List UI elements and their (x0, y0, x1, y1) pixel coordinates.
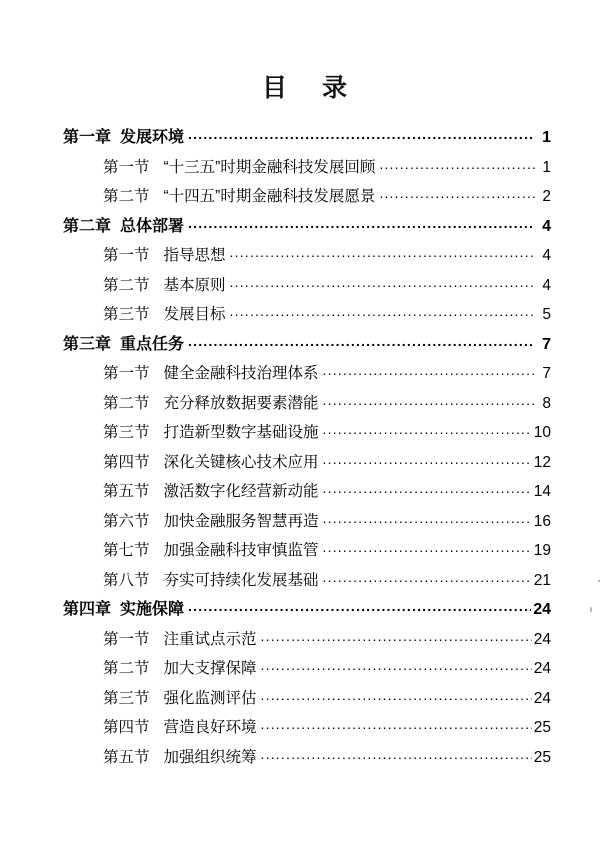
toc-entry-label: 第四章 (63, 601, 112, 618)
toc-entry-title: 营造良好环境 (163, 719, 257, 736)
toc-entry-title: 充分释放数据要素潜能 (163, 394, 319, 412)
toc-entry-title: “十四五”时期金融科技发展愿景 (163, 188, 376, 205)
toc-entry-label: 第三章 (63, 335, 112, 353)
toc-entry-title: 重点任务 (120, 335, 185, 353)
toc-leader-dots (323, 422, 532, 436)
toc-entry-label: 第一章 (63, 129, 112, 146)
toc-entry-label: 第五节 (103, 748, 150, 766)
toc-entry-page-number: 5 (542, 306, 551, 323)
paper-speck (598, 580, 600, 582)
toc-entry-label: 第一节 (103, 247, 150, 264)
toc-entry[interactable] (58, 366, 551, 396)
toc-entry-title: 夯实可持续化发展基础 (163, 571, 319, 589)
toc-entry-label: 第四节 (103, 719, 150, 736)
toc-entry-title: 指导思想 (163, 247, 226, 264)
paper-speck (590, 607, 592, 612)
toc-entry-title: 健全金融科技治理体系 (163, 365, 319, 382)
toc-entry[interactable] (58, 160, 551, 190)
toc-entry-label: 第一节 (103, 365, 150, 382)
toc-entry[interactable] (58, 543, 551, 573)
toc-entry-label: 第七节 (103, 542, 150, 559)
toc-entry-title: 激活数字化经营新动能 (163, 483, 319, 500)
toc-leader-dots (261, 717, 532, 731)
toc-entry[interactable] (58, 425, 551, 455)
toc-entry-title: 基本原则 (163, 276, 226, 294)
toc-entry[interactable] (58, 189, 551, 219)
toc-leader-dots (323, 452, 532, 466)
toc-entry[interactable] (58, 691, 551, 721)
page-title: 目 录 (262, 74, 361, 102)
toc-leader-dots (230, 245, 535, 259)
toc-leader-dots (379, 186, 535, 200)
toc-entry-title: 强化监测评估 (163, 689, 257, 707)
toc-leader-dots (323, 570, 532, 584)
table-of-contents (58, 130, 551, 779)
toc-entry-title: 发展环境 (120, 129, 185, 146)
toc-entry-label: 第三节 (103, 424, 150, 441)
toc-leader-dots (261, 688, 532, 702)
toc-entry[interactable] (58, 248, 551, 278)
toc-entry[interactable] (58, 632, 551, 662)
toc-entry[interactable] (58, 396, 551, 426)
toc-entry-page-number: 7 (542, 335, 551, 353)
toc-leader-dots (379, 157, 535, 171)
toc-entry-label: 第一节 (103, 630, 150, 648)
toc-entry[interactable] (58, 219, 551, 249)
toc-entry-label: 第五节 (103, 483, 150, 500)
toc-entry[interactable] (58, 455, 551, 485)
toc-entry-title: 深化关键核心技术应用 (163, 453, 319, 471)
toc-entry[interactable] (58, 514, 551, 544)
toc-leader-dots (261, 747, 532, 761)
toc-entry-label: 第六节 (103, 512, 150, 530)
toc-entry-label: 第二节 (103, 660, 150, 677)
toc-entry-page-number: 1 (542, 129, 551, 146)
toc-entry-title: “十三五”时期金融科技发展回顾 (163, 158, 376, 176)
toc-leader-dots (323, 481, 532, 495)
toc-entry-page-number: 10 (533, 424, 551, 441)
toc-entry-page-number: 24 (533, 601, 551, 618)
toc-entry-title: 加强金融科技审慎监管 (163, 542, 319, 559)
toc-entry-label: 第二节 (103, 394, 150, 412)
toc-entry[interactable] (58, 720, 551, 750)
toc-leader-dots (323, 393, 535, 407)
toc-entry-page-number: 4 (542, 247, 551, 264)
toc-leader-dots (230, 275, 535, 289)
toc-entry-title: 实施保障 (120, 601, 185, 618)
toc-leader-dots (188, 216, 535, 230)
toc-entry[interactable] (58, 750, 551, 780)
toc-entry-title: 注重试点示范 (163, 630, 257, 648)
toc-entry-page-number: 19 (533, 542, 551, 559)
toc-leader-dots (261, 658, 532, 672)
toc-leader-dots (323, 511, 532, 525)
toc-entry-page-number: 24 (533, 630, 551, 648)
toc-leader-dots (323, 540, 532, 554)
toc-entry-label: 第四节 (103, 453, 150, 471)
toc-entry-page-number: 4 (542, 276, 551, 294)
toc-entry[interactable] (58, 337, 551, 367)
toc-leader-dots (230, 304, 535, 318)
toc-entry-title: 加快金融服务智慧再造 (163, 512, 319, 530)
toc-leader-dots (188, 334, 535, 348)
toc-entry-label: 第二节 (103, 276, 150, 294)
toc-leader-dots (323, 363, 535, 377)
toc-entry-page-number: 8 (542, 394, 551, 412)
toc-entry-label: 第八节 (103, 571, 150, 589)
toc-entry-label: 第二节 (103, 188, 150, 205)
toc-entry[interactable] (58, 573, 551, 603)
toc-entry-page-number: 16 (533, 512, 551, 530)
toc-leader-dots (261, 629, 532, 643)
toc-entry-page-number: 14 (533, 483, 551, 500)
toc-entry-title: 总体部署 (120, 217, 185, 235)
toc-entry-page-number: 21 (533, 571, 551, 589)
toc-entry-page-number: 7 (542, 365, 551, 382)
toc-entry-label: 第二章 (63, 217, 112, 235)
toc-entry-page-number: 24 (533, 660, 551, 677)
toc-entry[interactable] (58, 484, 551, 514)
toc-entry[interactable] (58, 278, 551, 308)
toc-entry[interactable] (58, 307, 551, 337)
toc-leader-dots (188, 599, 531, 613)
toc-entry-label: 第三节 (103, 306, 150, 323)
toc-entry[interactable] (58, 130, 551, 160)
toc-leader-dots (188, 127, 535, 141)
toc-entry-page-number: 1 (542, 158, 551, 176)
toc-entry-page-number: 4 (542, 217, 551, 235)
toc-entry-page-number: 25 (533, 748, 551, 766)
toc-entry[interactable] (58, 602, 551, 632)
toc-entry[interactable] (58, 661, 551, 691)
toc-entry-label: 第三节 (103, 689, 150, 707)
toc-entry-title: 打造新型数字基础设施 (163, 424, 319, 441)
toc-entry-title: 加强组织统筹 (163, 748, 257, 766)
toc-entry-page-number: 12 (533, 453, 551, 471)
toc-entry-page-number: 2 (542, 188, 551, 205)
toc-entry-label: 第一节 (103, 158, 150, 176)
toc-entry-title: 发展目标 (163, 306, 226, 323)
toc-entry-page-number: 25 (533, 719, 551, 736)
toc-entry-page-number: 24 (533, 689, 551, 707)
toc-entry-title: 加大支撑保障 (163, 660, 257, 677)
